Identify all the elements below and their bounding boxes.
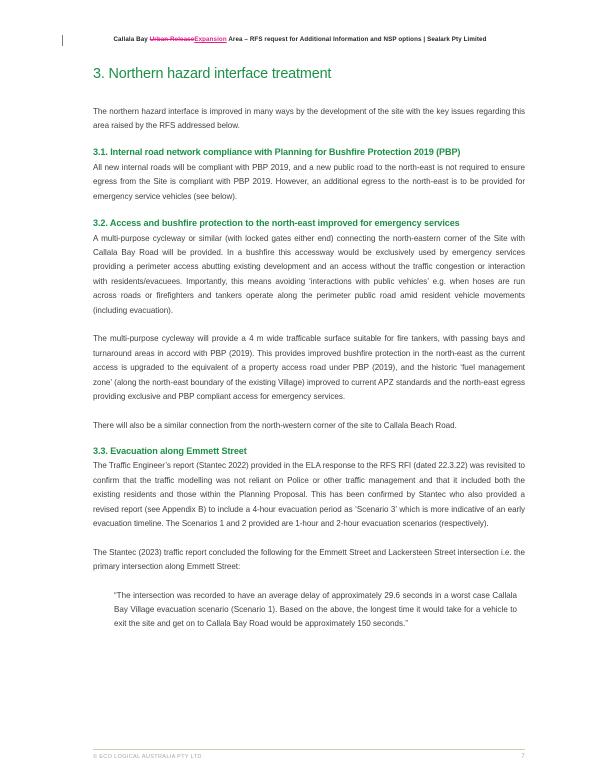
header-inserted-text: Expansion xyxy=(194,36,227,43)
header-prefix: Callala Bay xyxy=(113,36,150,43)
subsection-3-1-paragraph-1: All new internal roads will be compliant with PBP 2019, and a new public road to the north-east is not required to ensure egress from the Site is compliant with PBP 2019. However, an additional egress to the north-east is to be provided for emergency service vehicles (see below). xyxy=(93,162,525,201)
header-deleted-text: Urban Release xyxy=(149,36,195,43)
block-quote xyxy=(93,589,525,632)
block-quote-text: “The intersection was recorded to have an average delay of approximately 29.6 seconds in a worst case Callala Bay Village evacuation scenario (Scenario 1). Based on the above, the longest time it would take for a vehicle to exit the site and get on to Callala Bay Road would be approximately 150 seconds.” xyxy=(114,590,517,629)
header-suffix: Area – RFS request for Additional Information and NSP options | Sealark Pty Limited xyxy=(226,36,487,43)
footer-divider xyxy=(93,749,525,750)
subsection-3-2-paragraph-1: A multi-purpose cycleway or similar (with locked gates either end) connecting the north-eastern corner of the Site with Callala Bay Road will be provided. In a bushfire this accessway would be exclusively used by emergency services providing a perimeter access abutting existing development and an access without the traffic congestion or interaction with residents/evacuees. Importantly, this means avoiding ‘interactions with public vehicles’ e.g. when hoses are run across roads or firefighters and tankers operate along the perimeter public road amid resident vehicle movements (including evacuation). xyxy=(93,233,525,315)
document-content xyxy=(93,66,525,632)
footer-page-number: 7 xyxy=(521,754,525,760)
page-header xyxy=(0,36,600,43)
section-title: 3. Northern hazard interface treatment xyxy=(93,66,332,82)
subsection-heading-3-1: 3.1. Internal road network compliance with Planning for Bushfire Protection 2019 (PBP) xyxy=(93,147,461,158)
subsection-3-2-paragraph-2: The multi-purpose cycleway will provide a 4 m wide trafficable surface suitable for fire tankers, with passing bays and turnaround areas in accord with PBP (2019). This provides improved bushfire protection in the north-east as the current access is upgraded to the equivalent of a property access road under PBP (2019), and the historic ‘fuel management zone’ (along the north-east boundary of the existing Village) improved to current APZ standards and the north-east egress providing exclusive and PBP compliant access for emergency services. xyxy=(93,334,525,402)
subsection-3-2-paragraph-3: There will also be a similar connection from the north-western corner of the site to Callala Beach Road. xyxy=(93,420,457,430)
section-intro-paragraph: The northern hazard interface is improved in many ways by the development of the site with the key issues regarding this area raised by the RFS addressed below. xyxy=(93,106,525,131)
subsection-3-3-paragraph-2: The Stantec (2023) traffic report concluded the following for the Emmett Street and Lackersteen Street intersection i.e. the primary intersection along Emmett Street: xyxy=(93,547,525,572)
page-footer xyxy=(93,754,525,760)
subsection-heading-3-3: 3.3. Evacuation along Emmett Street xyxy=(93,445,247,456)
subsection-heading-3-2: 3.2. Access and bushfire protection to the north-east improved for emergency services xyxy=(93,218,460,229)
subsection-3-3-paragraph-1: The Traffic Engineer’s report (Stantec 2022) provided in the ELA response to the RFS RFI (dated 22.3.22) was revisited to confirm that the traffic modelling was not reliant on Police or other traffic management and that it included both the existing residents and those within the Planning Proposal. This has been confirmed by Stantec who also provided a revised report (see Appendix B) to include a 4-hour evacuation period as ‘Scenario 3’ which is more indicative of an early evacuation timeline. The Scenarios 1 and 2 provided are 1-hour and 2-hour evacuation scenarios (respectively). xyxy=(93,461,525,529)
footer-copyright: © ECO LOGICAL AUSTRALIA PTY LTD xyxy=(93,754,202,760)
